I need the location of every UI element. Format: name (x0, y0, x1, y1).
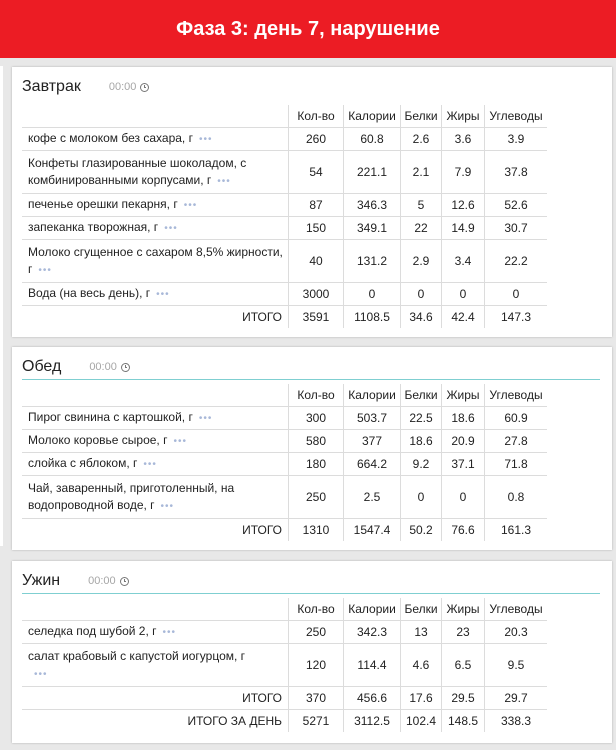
food-name: печенье орешки пекарня, г (28, 197, 178, 211)
more-dots-icon[interactable]: ••• (198, 413, 213, 424)
col-header-kcal: Калории (344, 384, 401, 407)
carbs-cell: 22.2 (485, 240, 548, 283)
fat-cell: 0 (442, 283, 485, 306)
total-protein: 17.6 (401, 687, 442, 710)
total-protein: 34.6 (401, 306, 442, 329)
meal-table-breakfast (22, 105, 547, 328)
qty-cell: 3000 (289, 283, 344, 306)
carbs-cell: 3.9 (485, 128, 548, 151)
qty-cell: 250 (289, 621, 344, 644)
more-dots-icon[interactable]: ••• (156, 289, 170, 300)
clock-icon (140, 83, 149, 92)
food-name-cell (22, 476, 289, 519)
day-total-protein: 102.4 (401, 710, 442, 733)
food-name-cell (22, 644, 289, 687)
col-header-name (22, 598, 289, 621)
clock-icon (120, 577, 129, 586)
clock-icon (121, 363, 130, 372)
protein-cell: 2.1 (401, 151, 442, 194)
meal-total-row (22, 519, 547, 542)
fat-cell: 37.1 (442, 453, 485, 476)
kcal-cell: 0 (344, 283, 401, 306)
meal-title: Ужин (22, 572, 61, 589)
col-header-protein: Белки (401, 384, 442, 407)
table-row (22, 240, 547, 283)
carbs-cell: 0 (485, 283, 548, 306)
table-header-row (22, 105, 547, 128)
food-name-cell (22, 151, 289, 194)
table-row (22, 453, 547, 476)
table-row (22, 621, 547, 644)
kcal-cell: 503.7 (344, 407, 401, 430)
page-title: Фаза 3: день 7, нарушение (176, 17, 440, 40)
left-panel-edge (0, 66, 3, 546)
table-row (22, 407, 547, 430)
more-dots-icon[interactable]: ••• (34, 668, 48, 680)
fat-cell: 18.6 (442, 407, 485, 430)
meal-table-dinner (22, 598, 547, 732)
food-name: слойка с яблоком, г (28, 456, 138, 470)
meal-time-value: 00:00 (89, 361, 117, 373)
col-header-qty: Кол-во (289, 384, 344, 407)
col-header-protein: Белки (401, 598, 442, 621)
carbs-cell: 37.8 (485, 151, 548, 194)
fat-cell: 6.5 (442, 644, 485, 687)
carbs-cell: 27.8 (485, 430, 548, 453)
total-kcal: 1108.5 (344, 306, 401, 329)
food-name-cell (22, 283, 289, 306)
table-row (22, 217, 547, 240)
carbs-cell: 20.3 (485, 621, 548, 644)
food-name: селедка под шубой 2, г (28, 624, 157, 638)
total-fat: 42.4 (442, 306, 485, 329)
qty-cell: 54 (289, 151, 344, 194)
total-fat: 29.5 (442, 687, 485, 710)
col-header-fat: Жиры (442, 384, 485, 407)
total-label: ИТОГО (22, 306, 289, 329)
col-header-kcal: Калории (344, 598, 401, 621)
fat-cell: 3.6 (442, 128, 485, 151)
more-dots-icon[interactable]: ••• (160, 500, 175, 512)
carbs-cell: 52.6 (485, 194, 548, 217)
total-protein: 50.2 (401, 519, 442, 542)
table-row (22, 283, 547, 306)
kcal-cell: 342.3 (344, 621, 401, 644)
page-header (0, 0, 616, 58)
kcal-cell: 2.5 (344, 476, 401, 519)
carbs-cell: 0.8 (485, 476, 548, 519)
kcal-cell: 349.1 (344, 217, 401, 240)
total-carbs: 29.7 (485, 687, 548, 710)
food-name-cell (22, 453, 289, 476)
fat-cell: 3.4 (442, 240, 485, 283)
table-row (22, 194, 547, 217)
kcal-cell: 664.2 (344, 453, 401, 476)
protein-cell: 2.6 (401, 128, 442, 151)
total-carbs: 161.3 (485, 519, 548, 542)
day-total-qty: 5271 (289, 710, 344, 733)
table-row (22, 430, 547, 453)
day-total-kcal: 3112.5 (344, 710, 401, 733)
meal-total-row (22, 306, 547, 329)
col-header-qty: Кол-во (289, 598, 344, 621)
food-name: Конфеты глазированные шоколадом, с комбинированными корпусами, г (28, 155, 247, 187)
kcal-cell: 60.8 (344, 128, 401, 151)
total-qty: 370 (289, 687, 344, 710)
qty-cell: 180 (289, 453, 344, 476)
qty-cell: 120 (289, 644, 344, 687)
protein-cell: 2.9 (401, 240, 442, 283)
qty-cell: 40 (289, 240, 344, 283)
col-header-name (22, 105, 289, 128)
meal-time[interactable] (109, 81, 150, 93)
total-label: ИТОГО (22, 687, 289, 710)
day-total-row (22, 710, 547, 733)
food-name: Чай, заваренный, приготоленный, на водопроводной воде, г (28, 480, 235, 512)
fat-cell: 0 (442, 476, 485, 519)
day-total-fat: 148.5 (442, 710, 485, 733)
food-name: кофе с молоком без сахара, г (28, 131, 193, 145)
food-name-cell (22, 430, 289, 453)
protein-cell: 4.6 (401, 644, 442, 687)
qty-cell: 250 (289, 476, 344, 519)
more-dots-icon[interactable]: ••• (173, 436, 187, 447)
table-row (22, 128, 547, 151)
total-carbs: 147.3 (485, 306, 548, 329)
protein-cell: 5 (401, 194, 442, 217)
kcal-cell: 346.3 (344, 194, 401, 217)
meal-table-lunch (22, 384, 547, 541)
fat-cell: 23 (442, 621, 485, 644)
carbs-cell: 60.9 (485, 407, 548, 430)
food-name-cell (22, 621, 289, 644)
protein-cell: 22 (401, 217, 442, 240)
food-name-cell (22, 128, 289, 151)
food-name: Пирог свинина с картошкой, г (28, 410, 193, 424)
food-name: запеканка творожная, г (28, 220, 159, 234)
more-dots-icon[interactable]: ••• (162, 627, 177, 638)
protein-cell: 0 (401, 283, 442, 306)
total-label: ИТОГО (22, 519, 289, 542)
meal-header (22, 75, 600, 99)
col-header-kcal: Калории (344, 105, 401, 128)
protein-cell: 0 (401, 476, 442, 519)
protein-cell: 18.6 (401, 430, 442, 453)
food-name: Вода (на весь день), г (28, 286, 151, 300)
total-kcal: 456.6 (344, 687, 401, 710)
food-name: салат крабовый с капустой иогурцом, г (28, 648, 246, 663)
table-row (22, 476, 547, 519)
carbs-cell: 71.8 (485, 453, 548, 476)
qty-cell: 87 (289, 194, 344, 217)
col-header-name (22, 384, 289, 407)
food-name-cell (22, 217, 289, 240)
day-total-carbs: 338.3 (485, 710, 548, 733)
more-dots-icon[interactable]: ••• (217, 175, 231, 187)
table-row (22, 151, 547, 194)
meal-time-value: 00:00 (108, 81, 137, 93)
total-kcal: 1547.4 (344, 519, 401, 542)
food-name: Молоко коровье сырое, г (28, 433, 168, 447)
col-header-protein: Белки (401, 105, 442, 128)
more-dots-icon[interactable]: ••• (143, 459, 157, 470)
table-header-row (22, 598, 547, 621)
fat-cell: 20.9 (442, 430, 485, 453)
meal-total-row (22, 687, 547, 710)
meal-header (22, 569, 600, 594)
table-row (22, 644, 547, 687)
kcal-cell: 131.2 (344, 240, 401, 283)
col-header-fat: Жиры (442, 105, 485, 128)
protein-cell: 9.2 (401, 453, 442, 476)
carbs-cell: 30.7 (485, 217, 548, 240)
meal-time[interactable] (89, 361, 130, 373)
fat-cell: 14.9 (442, 217, 485, 240)
qty-cell: 300 (289, 407, 344, 430)
day-total-label: ИТОГО ЗА ДЕНЬ (22, 710, 289, 733)
meal-time-value: 00:00 (88, 575, 116, 587)
fat-cell: 12.6 (442, 194, 485, 217)
kcal-cell: 377 (344, 430, 401, 453)
kcal-cell: 221.1 (344, 151, 401, 194)
food-name: Молоко сгущенное с сахаром 8,5% жирности, г (28, 244, 283, 276)
meal-title: Обед (22, 358, 62, 375)
meal-header (22, 355, 600, 380)
col-header-carbs: Углеводы (485, 598, 548, 621)
kcal-cell: 114.4 (344, 644, 401, 687)
col-header-fat: Жиры (442, 598, 485, 621)
more-dots-icon[interactable]: ••• (164, 223, 178, 234)
qty-cell: 580 (289, 430, 344, 453)
col-header-carbs: Углеводы (485, 105, 548, 128)
food-name-cell (22, 407, 289, 430)
fat-cell: 7.9 (442, 151, 485, 194)
protein-cell: 13 (401, 621, 442, 644)
carbs-cell: 9.5 (485, 644, 548, 687)
qty-cell: 260 (289, 128, 344, 151)
food-name-cell (22, 240, 289, 283)
col-header-qty: Кол-во (289, 105, 344, 128)
protein-cell: 22.5 (401, 407, 442, 430)
table-header-row (22, 384, 547, 407)
qty-cell: 150 (289, 217, 344, 240)
total-fat: 76.6 (442, 519, 485, 542)
more-dots-icon[interactable]: ••• (198, 134, 213, 145)
more-dots-icon[interactable]: ••• (183, 200, 198, 211)
col-header-carbs: Углеводы (485, 384, 548, 407)
total-qty: 1310 (289, 519, 344, 542)
meal-title: Завтрак (22, 78, 81, 95)
food-name-cell (22, 194, 289, 217)
meal-time[interactable] (88, 575, 129, 587)
total-qty: 3591 (289, 306, 344, 329)
more-dots-icon[interactable]: ••• (38, 264, 52, 276)
